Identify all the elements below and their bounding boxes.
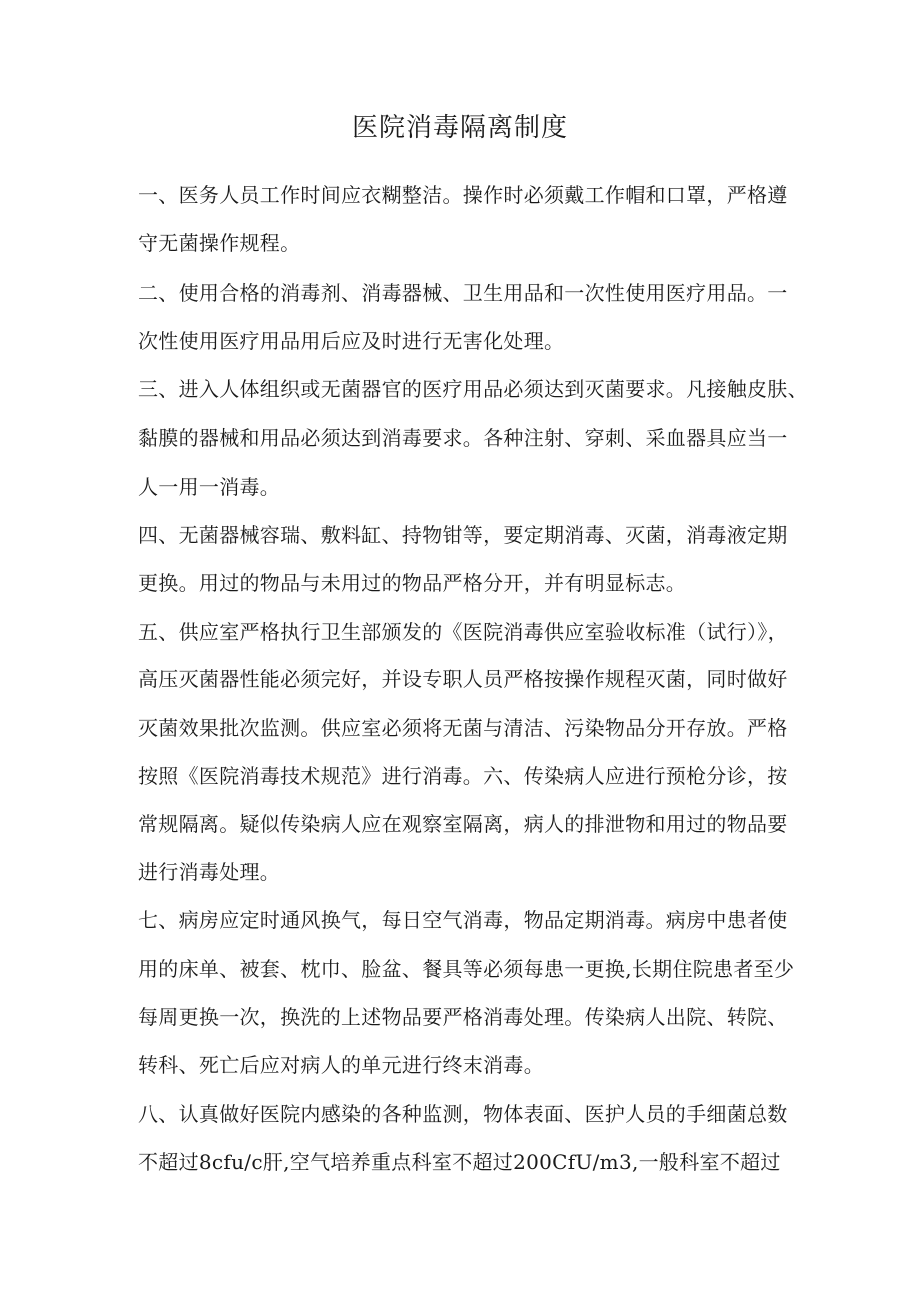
text-line-3: 二、使用合格的消毒剂、消毒器械、卫生用品和一次性使用医疗用品。一: [138, 281, 788, 305]
text-line-5: 三、进入人体组织或无菌器官的医疗用品必须达到灭菌要求。凡接触皮肤、: [138, 377, 808, 401]
document-title: 医院消毒隔离制度: [351, 113, 568, 143]
text-line-15: 进行消毒处理。: [138, 860, 281, 884]
text-line-16: 七、病房应定时通风换气，每日空气消毒，物品定期消毒。病房中患者使: [138, 908, 788, 932]
text-line-9: 更换。用过的物品与未用过的物品严格分开，并有明显标志。: [138, 571, 687, 595]
text-line-14: 常规隔离。疑似传染病人应在观察室隔离，病人的排泄物和用过的物品要: [138, 812, 788, 836]
text-line-1: 一、医务人员工作时间应衣糊整洁。操作时必须戴工作帽和口罩，严格遵: [138, 183, 788, 207]
text-line-21: 不超过8cfu∕c肝,空气培养重点科室不超过200CfU/m3,一般科室不超过: [138, 1150, 781, 1174]
text-line-11: 高压灭菌器性能必须完好，并设专职人员严格按操作规程灭菌，同时做好: [138, 667, 788, 691]
text-line-20: 八、认真做好医院内感染的各种监测，物体表面、医护人员的手细菌总数: [138, 1102, 788, 1126]
text-line-8: 四、无菌器械容瑞、敷料缸、持物钳等，要定期消毒、灭菌，消毒液定期: [138, 523, 788, 547]
text-line-10: 五、供应室严格执行卫生部颁发的《医院消毒供应室验收标准（试行）》，: [138, 620, 788, 644]
text-line-6: 黏膜的器械和用品必须达到消毒要求。各种注射、穿刺、采血器具应当一: [138, 426, 788, 450]
text-line-7: 人一用一消毒。: [138, 475, 281, 499]
text-line-19: 转科、死亡后应对病人的单元进行终末消毒。: [138, 1053, 544, 1077]
text-line-13: 按照《医院消毒技术规范》进行消毒。六、传染病人应进行预枪分诊，按: [138, 764, 788, 788]
text-line-18: 每周更换一次，换洗的上述物品要严格消毒处理。传染病人出院、转院、: [138, 1005, 788, 1029]
text-line-12: 灭菌效果批次监测。供应室必须将无菌与清洁、污染物品分开存放。严格: [138, 716, 788, 740]
text-line-17: 用的床单、被套、枕巾、脸盆、餐具等必须每患一更换,长期住院患者至少: [138, 957, 795, 981]
text-line-2: 守无菌操作规程。: [138, 231, 301, 255]
text-line-4: 次性使用医疗用品用后应及时进行无害化处理。: [138, 329, 565, 353]
